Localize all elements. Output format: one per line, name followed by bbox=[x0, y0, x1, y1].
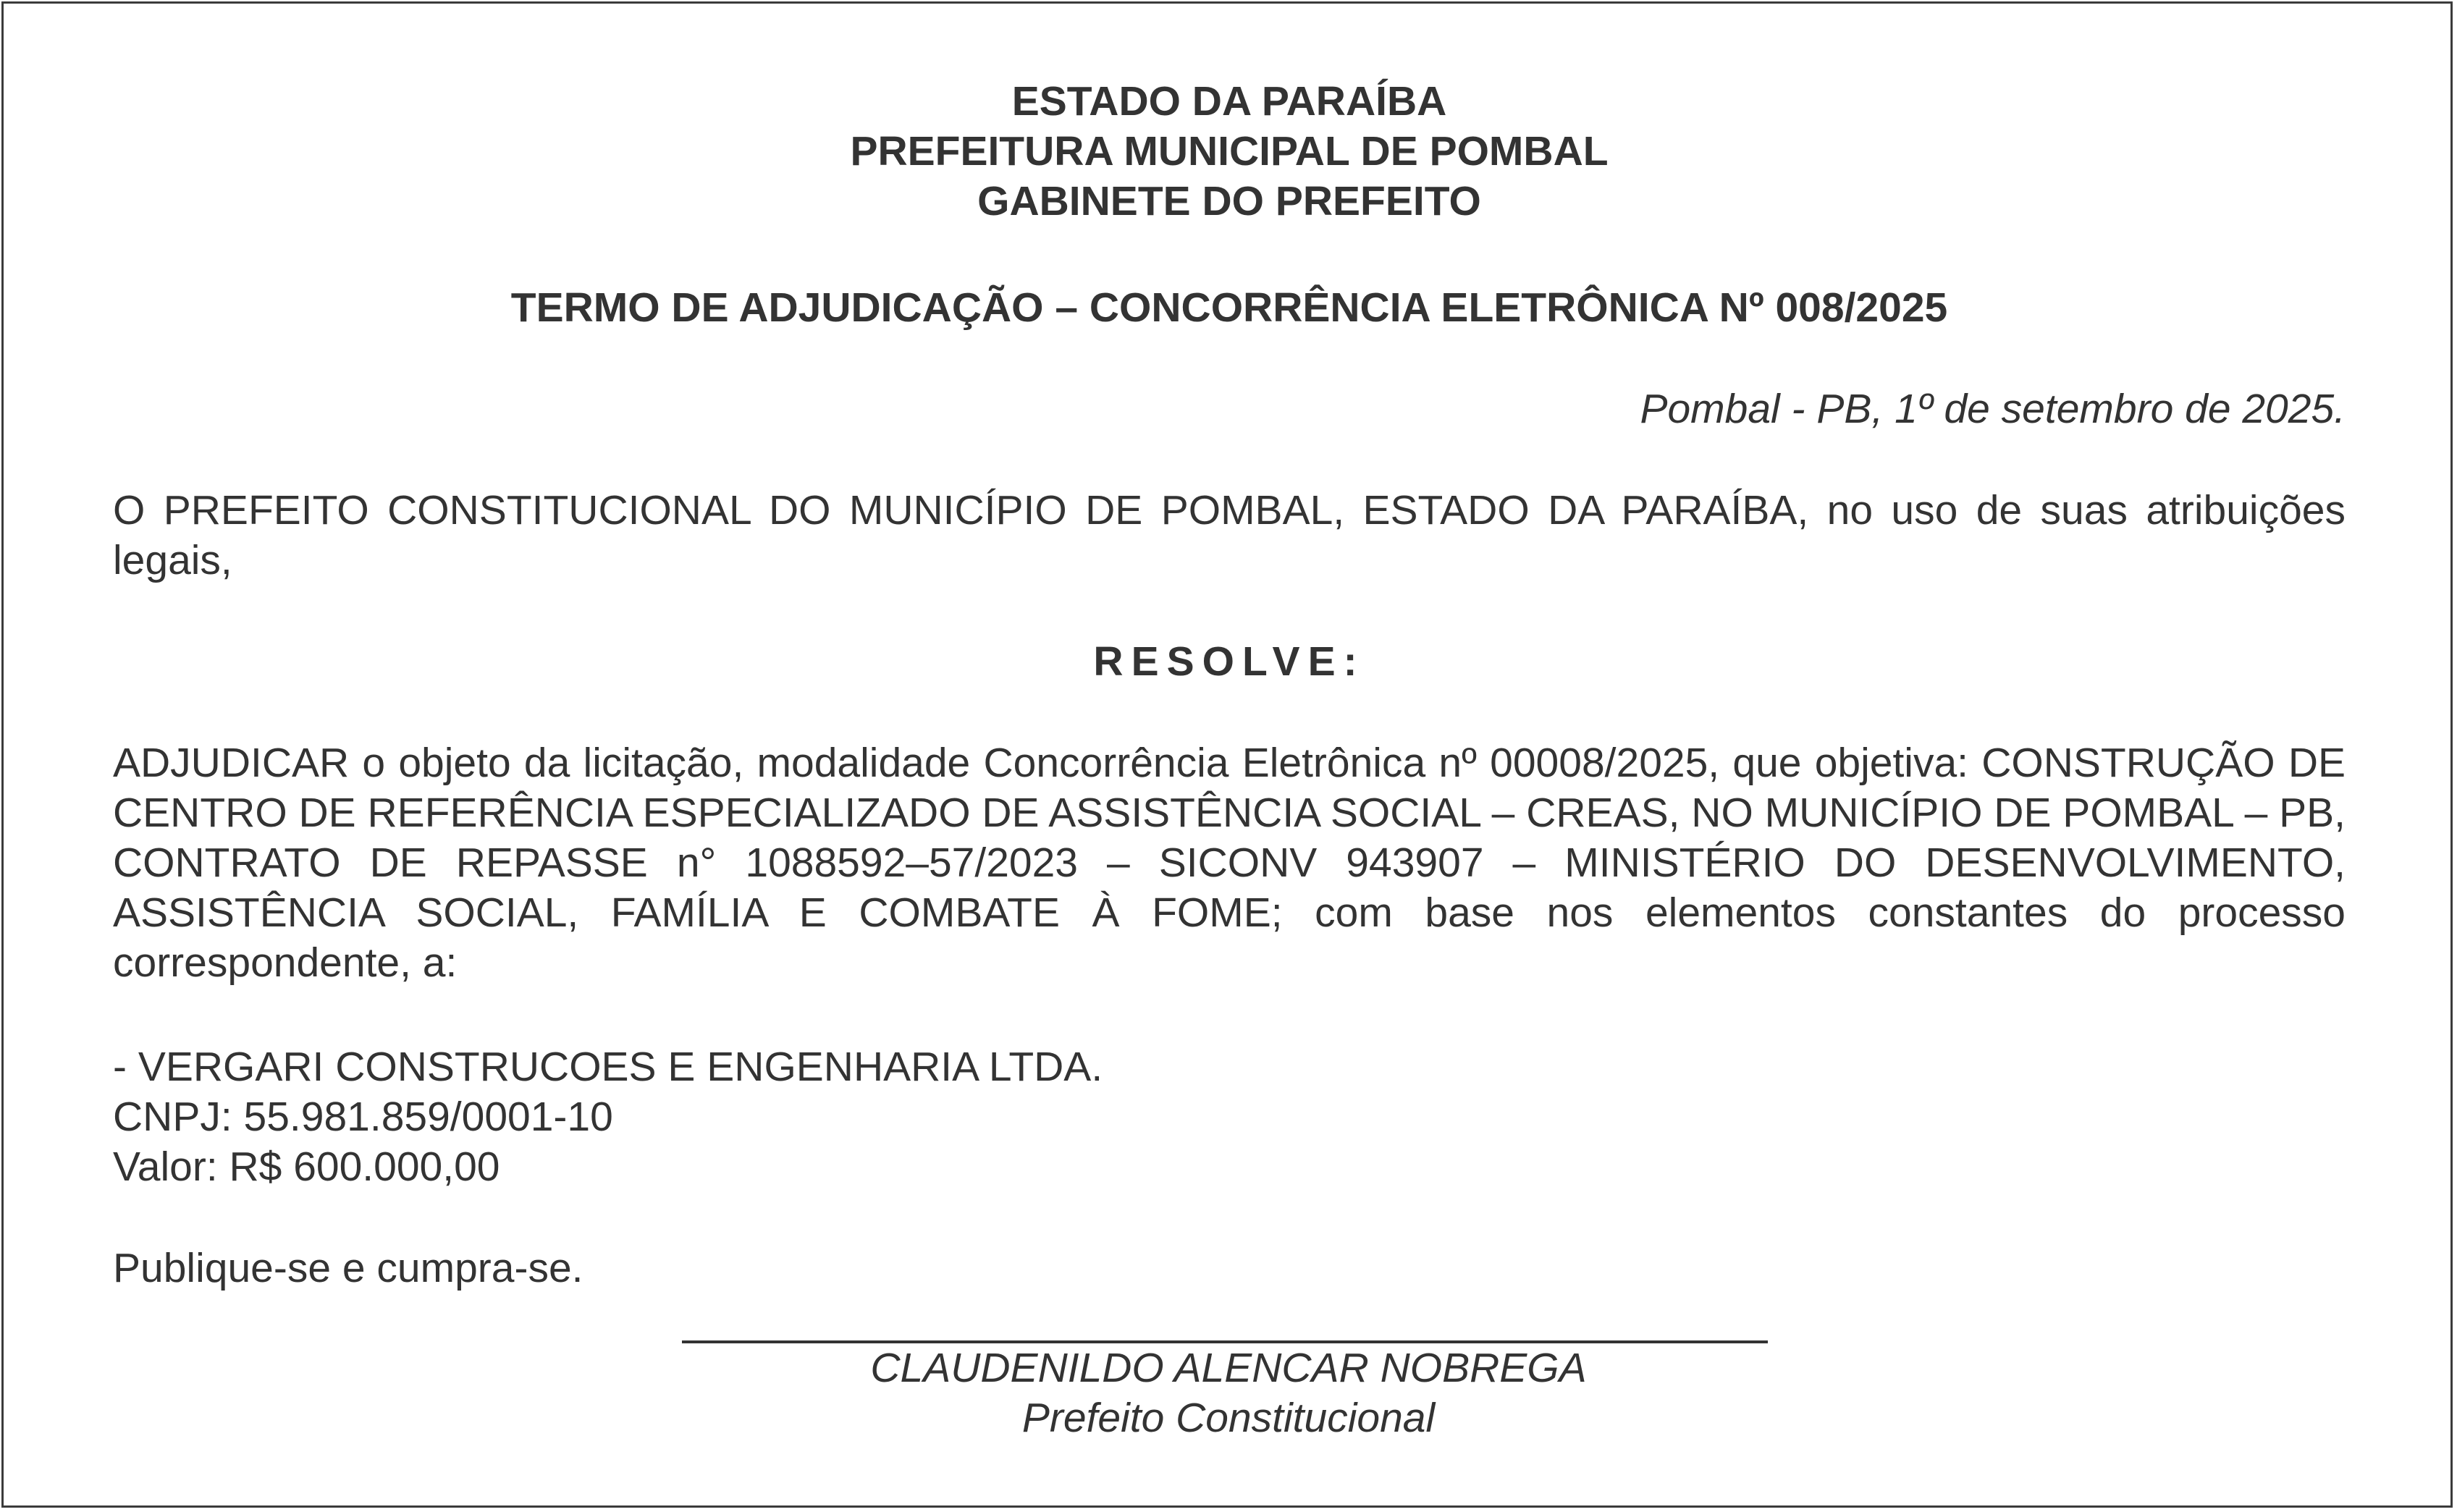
header-office: GABINETE DO PREFEITO bbox=[977, 178, 1481, 224]
document-header bbox=[113, 77, 2346, 227]
intro-paragraph: O PREFEITO CONSTITUCIONAL DO MUNICÍPIO DE POMBAL, ESTADO DA PARAÍBA, no uso de suas atribuições legais, bbox=[113, 487, 2346, 583]
header-municipality: PREFEITURA MUNICIPAL DE POMBAL bbox=[850, 128, 1609, 174]
winner-cnpj: CNPJ: 55.981.859/0001-10 bbox=[113, 1094, 613, 1140]
document-date: Pombal - PB, 1º de setembro de 2025. bbox=[1640, 386, 2346, 432]
header-state: ESTADO DA PARAÍBA bbox=[1011, 78, 1447, 124]
document-title: TERMO DE ADJUDICAÇÃO – CONCORRÊNCIA ELETRÔNICA Nº 008/2025 bbox=[510, 284, 1948, 331]
winner-value: Valor: R$ 600.000,00 bbox=[113, 1144, 500, 1190]
signature-block bbox=[0, 1343, 2457, 1443]
adjudication-paragraph: ADJUDICAR o objeto da licitação, modalidade Concorrência Eletrônica nº 00008/2025, que objetiva: CONSTRUÇÃO DE CENTRO DE REFERÊNCIA ESPECIALIZADO DE ASSISTÊNCIA SOCIAL – CREAS, NO MUNICÍPIO DE POMBAL – PB, CONTRATO DE REPASSE n° 1088592–57/2023 – SICONV 943907 – MINISTÉRIO DO DESENVOLVIMENTO, ASSISTÊNCIA SOCIAL, FAMÍLIA E COMBATE À FOME; com base nos elementos constantes do processo correspondente, a: bbox=[113, 740, 2346, 986]
signatory-name: CLAUDENILDO ALENCAR NOBREGA bbox=[870, 1345, 1587, 1391]
signatory-role: Prefeito Constitucional bbox=[1021, 1395, 1436, 1441]
winner-company: - VERGARI CONSTRUCOES E ENGENHARIA LTDA. bbox=[113, 1044, 1103, 1090]
publish-statement: Publique-se e cumpra-se. bbox=[113, 1245, 583, 1291]
winner-block bbox=[113, 1042, 2346, 1192]
resolve-heading: RESOLVE: bbox=[1093, 638, 1365, 685]
